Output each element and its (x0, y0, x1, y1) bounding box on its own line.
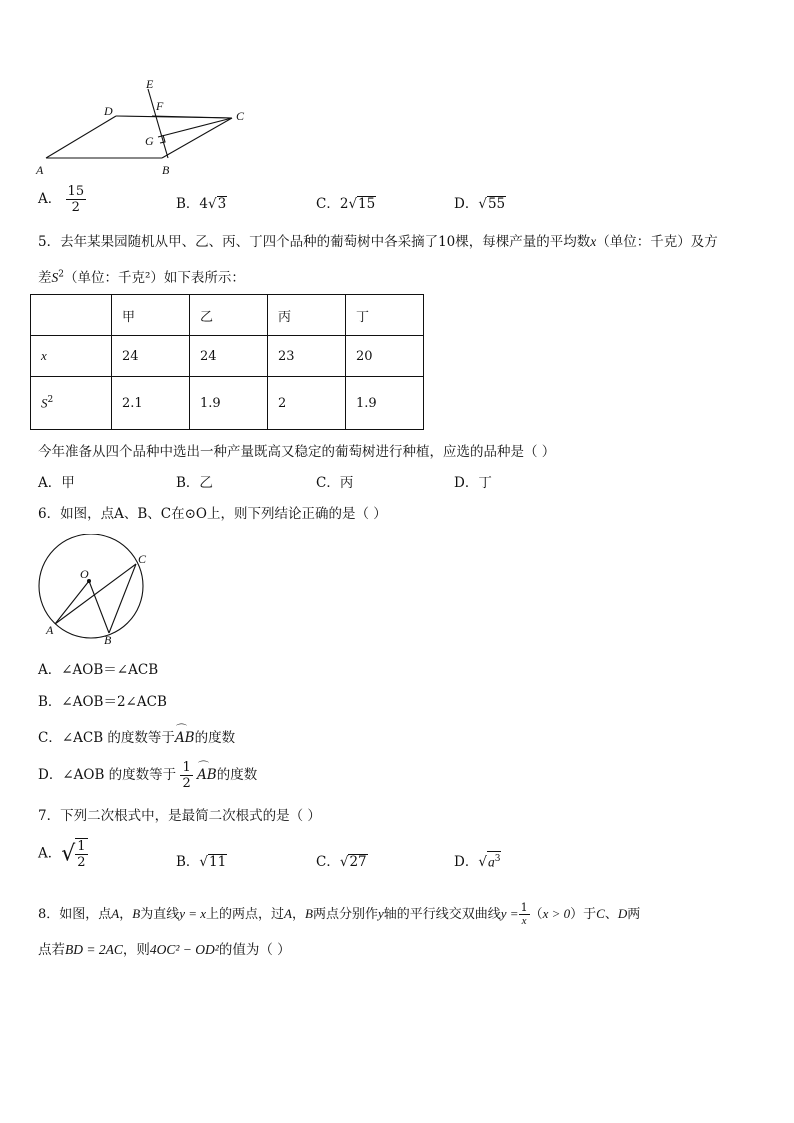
table-header-cell: 丙 (268, 295, 346, 336)
table-cell: 2.1 (112, 377, 190, 430)
radical-icon: √ (61, 841, 76, 867)
option-key: A． (38, 845, 62, 862)
label-C: C (236, 109, 245, 123)
arc-AB: ⌒ AB (175, 730, 195, 746)
circle-figure (34, 534, 164, 646)
label-B: B (104, 633, 112, 646)
variety-table (30, 294, 424, 430)
fraction (75, 838, 87, 870)
denominator: 2 (182, 776, 191, 791)
q6-stem: 6．如图，点A、B、C在⊙O上，则下列结论正确的是（ ） (38, 506, 387, 522)
q7-stem: 7．下列二次根式中，是最简二次根式的是（ ） (38, 808, 321, 824)
stem-text: ， (119, 907, 133, 922)
q5-question: 今年准备从四个品种中选出一种产量既高又稳定的葡萄树进行种植，应选的品种是（ ） (38, 444, 556, 460)
table-cell: 23 (268, 336, 346, 377)
parallelogram-figure (30, 76, 260, 180)
q7-option-d[interactable] (454, 850, 501, 870)
arc-AB: ⌒ AB (197, 767, 217, 783)
option-text: D．∠AOB 的度数等于 (38, 767, 177, 783)
q5-stem-line1 (38, 230, 718, 250)
table-cell (31, 295, 112, 336)
q5-option-a[interactable]: A．甲 (38, 475, 75, 491)
q5-option-d[interactable]: D．丁 (454, 475, 492, 491)
var: B (305, 906, 313, 921)
label-G: G (145, 134, 154, 148)
stem-text: 、 (604, 907, 618, 922)
var: A (111, 906, 120, 921)
label-B: B (162, 163, 170, 177)
label-A: A (46, 623, 54, 637)
row-label: x (31, 336, 112, 377)
stem-text: ）于 (570, 907, 597, 922)
q6-option-b[interactable]: B．∠AOB＝2∠ACB (38, 694, 167, 710)
radicand: 15 (358, 196, 376, 212)
stem-text: 两 (627, 907, 641, 922)
option-key: D． (454, 196, 479, 212)
q7-option-c[interactable] (316, 850, 368, 870)
table-header-row (31, 295, 424, 336)
q8-stem-line2 (38, 938, 291, 958)
option-key: C． (316, 854, 340, 870)
coefficient: 4 (199, 196, 209, 212)
radical-icon: √ (478, 196, 487, 212)
fraction (519, 902, 530, 927)
radicand (487, 851, 501, 870)
stem-text: ，则 (122, 942, 150, 958)
condition: x > 0 (542, 906, 571, 921)
var: D (617, 906, 628, 921)
q8-stem-line1 (38, 902, 640, 927)
q5-option-b[interactable]: B．乙 (176, 475, 213, 491)
stem-text: ， (292, 907, 306, 922)
option-text: C．∠ACB 的度数等于 (38, 730, 175, 746)
option-key: B． (176, 854, 200, 870)
numerator: 15 (67, 184, 85, 199)
q4-option-c[interactable] (316, 192, 376, 212)
denominator: x (521, 915, 527, 927)
q5-option-c[interactable]: C．丙 (316, 475, 354, 491)
radicand: 55 (487, 196, 506, 212)
label-D: D (104, 104, 113, 118)
option-text: 的度数 (194, 730, 236, 746)
table-row (31, 377, 424, 430)
stem-text: 8．如图，点 (38, 907, 112, 922)
fraction (66, 184, 87, 215)
q4-option-b[interactable] (176, 192, 227, 212)
stem-text: 轴的平行线交双曲线 (383, 907, 501, 922)
q6-option-a[interactable]: A．∠AOB＝∠ACB (38, 662, 159, 678)
label-E: E (146, 77, 154, 91)
radical-icon: √ (478, 854, 487, 870)
table-header-cell: 乙 (190, 295, 268, 336)
stem-text: 上的两点，过 (206, 907, 285, 922)
option-key: A． (38, 191, 62, 207)
label-C: C (138, 552, 147, 566)
var: C (596, 906, 605, 921)
denominator: 2 (71, 200, 80, 215)
q4-option-a[interactable] (38, 184, 86, 215)
option-text: 的度数 (216, 767, 258, 783)
table-cell: 20 (346, 336, 424, 377)
q7-option-b[interactable] (176, 850, 227, 870)
stem-text: （单位：千克）及方 (596, 234, 718, 250)
equation: y = x (179, 906, 207, 921)
q5-stem-line2 (38, 266, 245, 286)
table-cell: 24 (112, 336, 190, 377)
table-cell: 2 (268, 377, 346, 430)
table-header-cell: 丁 (346, 295, 424, 336)
row-label (31, 377, 112, 430)
option-key: B． (176, 196, 200, 212)
var: B (132, 906, 141, 921)
var: A (284, 906, 292, 921)
row-label-symbol: S (41, 395, 48, 411)
segment-OB (89, 581, 109, 633)
stem-text: （单位：千克²）如下表所示： (63, 270, 245, 286)
table-cell: 1.9 (346, 377, 424, 430)
stem-text: 5．去年某果园随机从甲、乙、丙、丁四个品种的葡萄树中各采摘了10棵，每棵产量的平均数 (38, 234, 591, 250)
segment-BC (162, 118, 232, 158)
label-F: F (156, 99, 164, 113)
stem-text: 的值为（ ） (218, 942, 291, 958)
numerator: 1 (77, 839, 86, 854)
label-O: O (80, 567, 89, 581)
coefficient: 2 (339, 196, 349, 212)
var: y (377, 906, 384, 921)
superscript: 2 (58, 269, 64, 280)
q7-option-a[interactable] (38, 838, 88, 870)
equation: BD = 2AC (65, 942, 123, 957)
denominator: 2 (77, 855, 86, 870)
stem-text: 差 (38, 270, 52, 286)
q6-option-c[interactable] (38, 726, 235, 746)
radicand: 3 (217, 196, 227, 212)
variance-symbol: S (51, 270, 59, 285)
table-row (31, 336, 424, 377)
q4-option-d[interactable] (454, 192, 506, 212)
mean-symbol: x (590, 234, 597, 249)
stem-text: 点若 (38, 942, 65, 958)
equation: y = (500, 906, 519, 921)
stem-text: （ (529, 907, 543, 922)
radicand-var: a (487, 854, 495, 869)
table-cell: 1.9 (190, 377, 268, 430)
option-key: C． (316, 196, 340, 212)
stem-text: 两点分别作 (312, 907, 378, 922)
radical-icon: √ (348, 196, 358, 212)
radicand: 11 (209, 854, 227, 870)
table-cell: 24 (190, 336, 268, 377)
segment-AD (46, 116, 116, 158)
segment-GC (158, 118, 232, 137)
stem-text: 为直线 (140, 907, 180, 922)
table-header-cell: 甲 (112, 295, 190, 336)
option-key: D． (454, 854, 479, 870)
numerator: 1 (520, 901, 528, 914)
radical-icon: √ (199, 854, 209, 870)
radical-icon: √ (208, 196, 217, 212)
q6-option-d[interactable] (38, 760, 257, 791)
radical-icon: √ (339, 854, 349, 870)
numerator: 1 (182, 760, 191, 775)
expression: 4OC² − OD² (149, 942, 219, 957)
superscript: 2 (47, 394, 54, 405)
fraction (180, 760, 192, 791)
superscript: 3 (494, 853, 501, 864)
radicand: 27 (349, 854, 367, 870)
label-A: A (36, 163, 44, 177)
